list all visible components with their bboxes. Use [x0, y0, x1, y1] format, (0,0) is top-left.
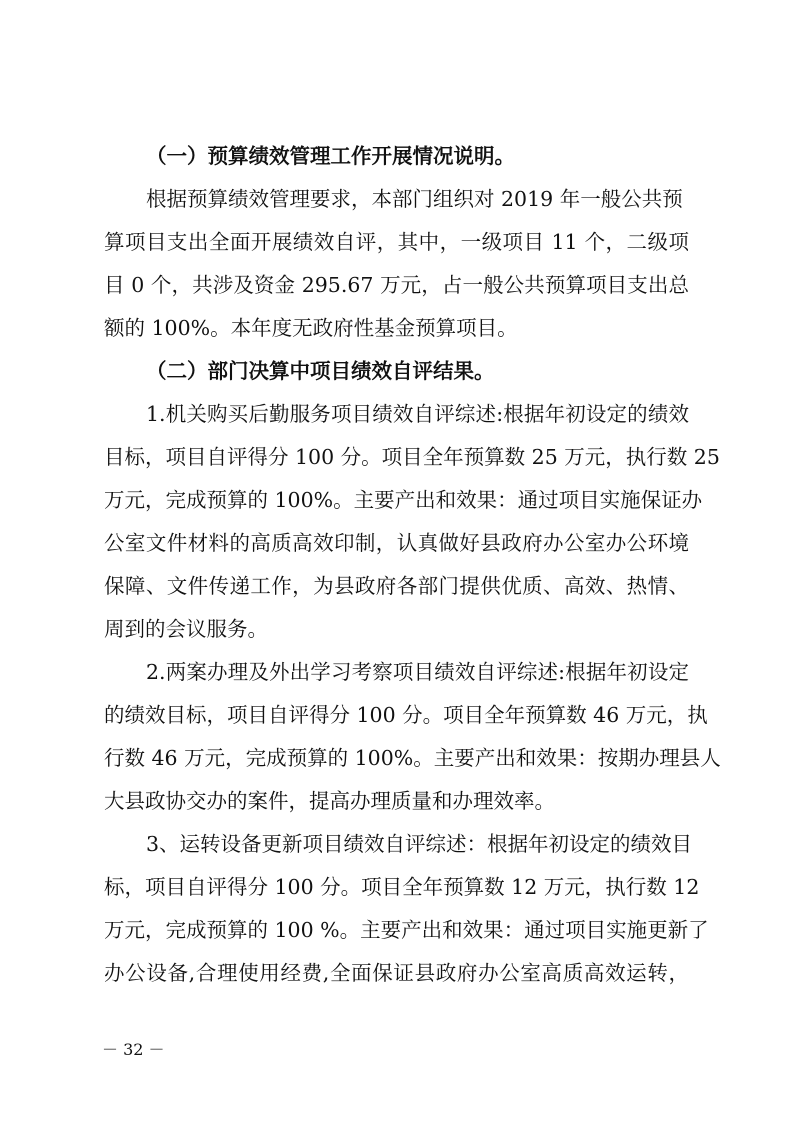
paragraph-line: 公室文件材料的高质高效印制，认真做好县政府办公室办公环境	[104, 531, 689, 555]
paragraph-line: 目标，项目自评得分 100 分。项目全年预算数 25 万元，执行数 25	[104, 445, 720, 469]
paragraph-line: 目 0 个，共涉及资金 295.67 万元，占一般公共预算项目支出总	[104, 273, 689, 297]
paragraph-line: 3、运转设备更新项目绩效自评综述：根据年初设定的绩效目	[146, 832, 693, 856]
paragraph-line: 万元，完成预算的 100 %。主要产出和效果：通过项目实施更新了	[104, 918, 709, 942]
page-number: － 32 －	[102, 1040, 165, 1059]
paragraph-line: 大县政协交办的案件，提高办理质量和办理效率。	[104, 789, 555, 813]
paragraph-line: 保障、文件传递工作，为县政府各部门提供优质、高效、热情、	[104, 574, 689, 598]
paragraph-line: 1.机关购买后勤服务项目绩效自评综述:根据年初设定的绩效	[146, 402, 689, 426]
section1-heading: （一）预算绩效管理工作开展情况说明。	[146, 144, 515, 168]
section2-heading: （二）部门决算中项目绩效自评结果。	[146, 359, 495, 383]
paragraph-line: 根据预算绩效管理要求，本部门组织对 2019 年一般公共预	[146, 187, 683, 211]
paragraph-line: 办公设备,合理使用经费,全面保证县政府办公室高质高效运转，	[104, 961, 689, 985]
paragraph-line: 算项目支出全面开展绩效自评，其中，一级项目 11 个，二级项	[104, 230, 689, 254]
paragraph-line: 标，项目自评得分 100 分。项目全年预算数 12 万元，执行数 12	[104, 875, 700, 899]
paragraph-line: 万元，完成预算的 100%。主要产出和效果：通过项目实施保证办	[104, 488, 703, 512]
paragraph-line: 行数 46 万元，完成预算的 100%。主要产出和效果：按期办理县人	[104, 746, 721, 770]
paragraph-line: 的绩效目标，项目自评得分 100 分。项目全年预算数 46 万元，执	[104, 703, 708, 727]
paragraph-line: 2.两案办理及外出学习考察项目绩效自评综述:根据年初设定	[146, 660, 689, 684]
paragraph-line: 周到的会议服务。	[104, 617, 268, 641]
paragraph-line: 额的 100%。本年度无政府性基金预算项目。	[104, 316, 518, 340]
